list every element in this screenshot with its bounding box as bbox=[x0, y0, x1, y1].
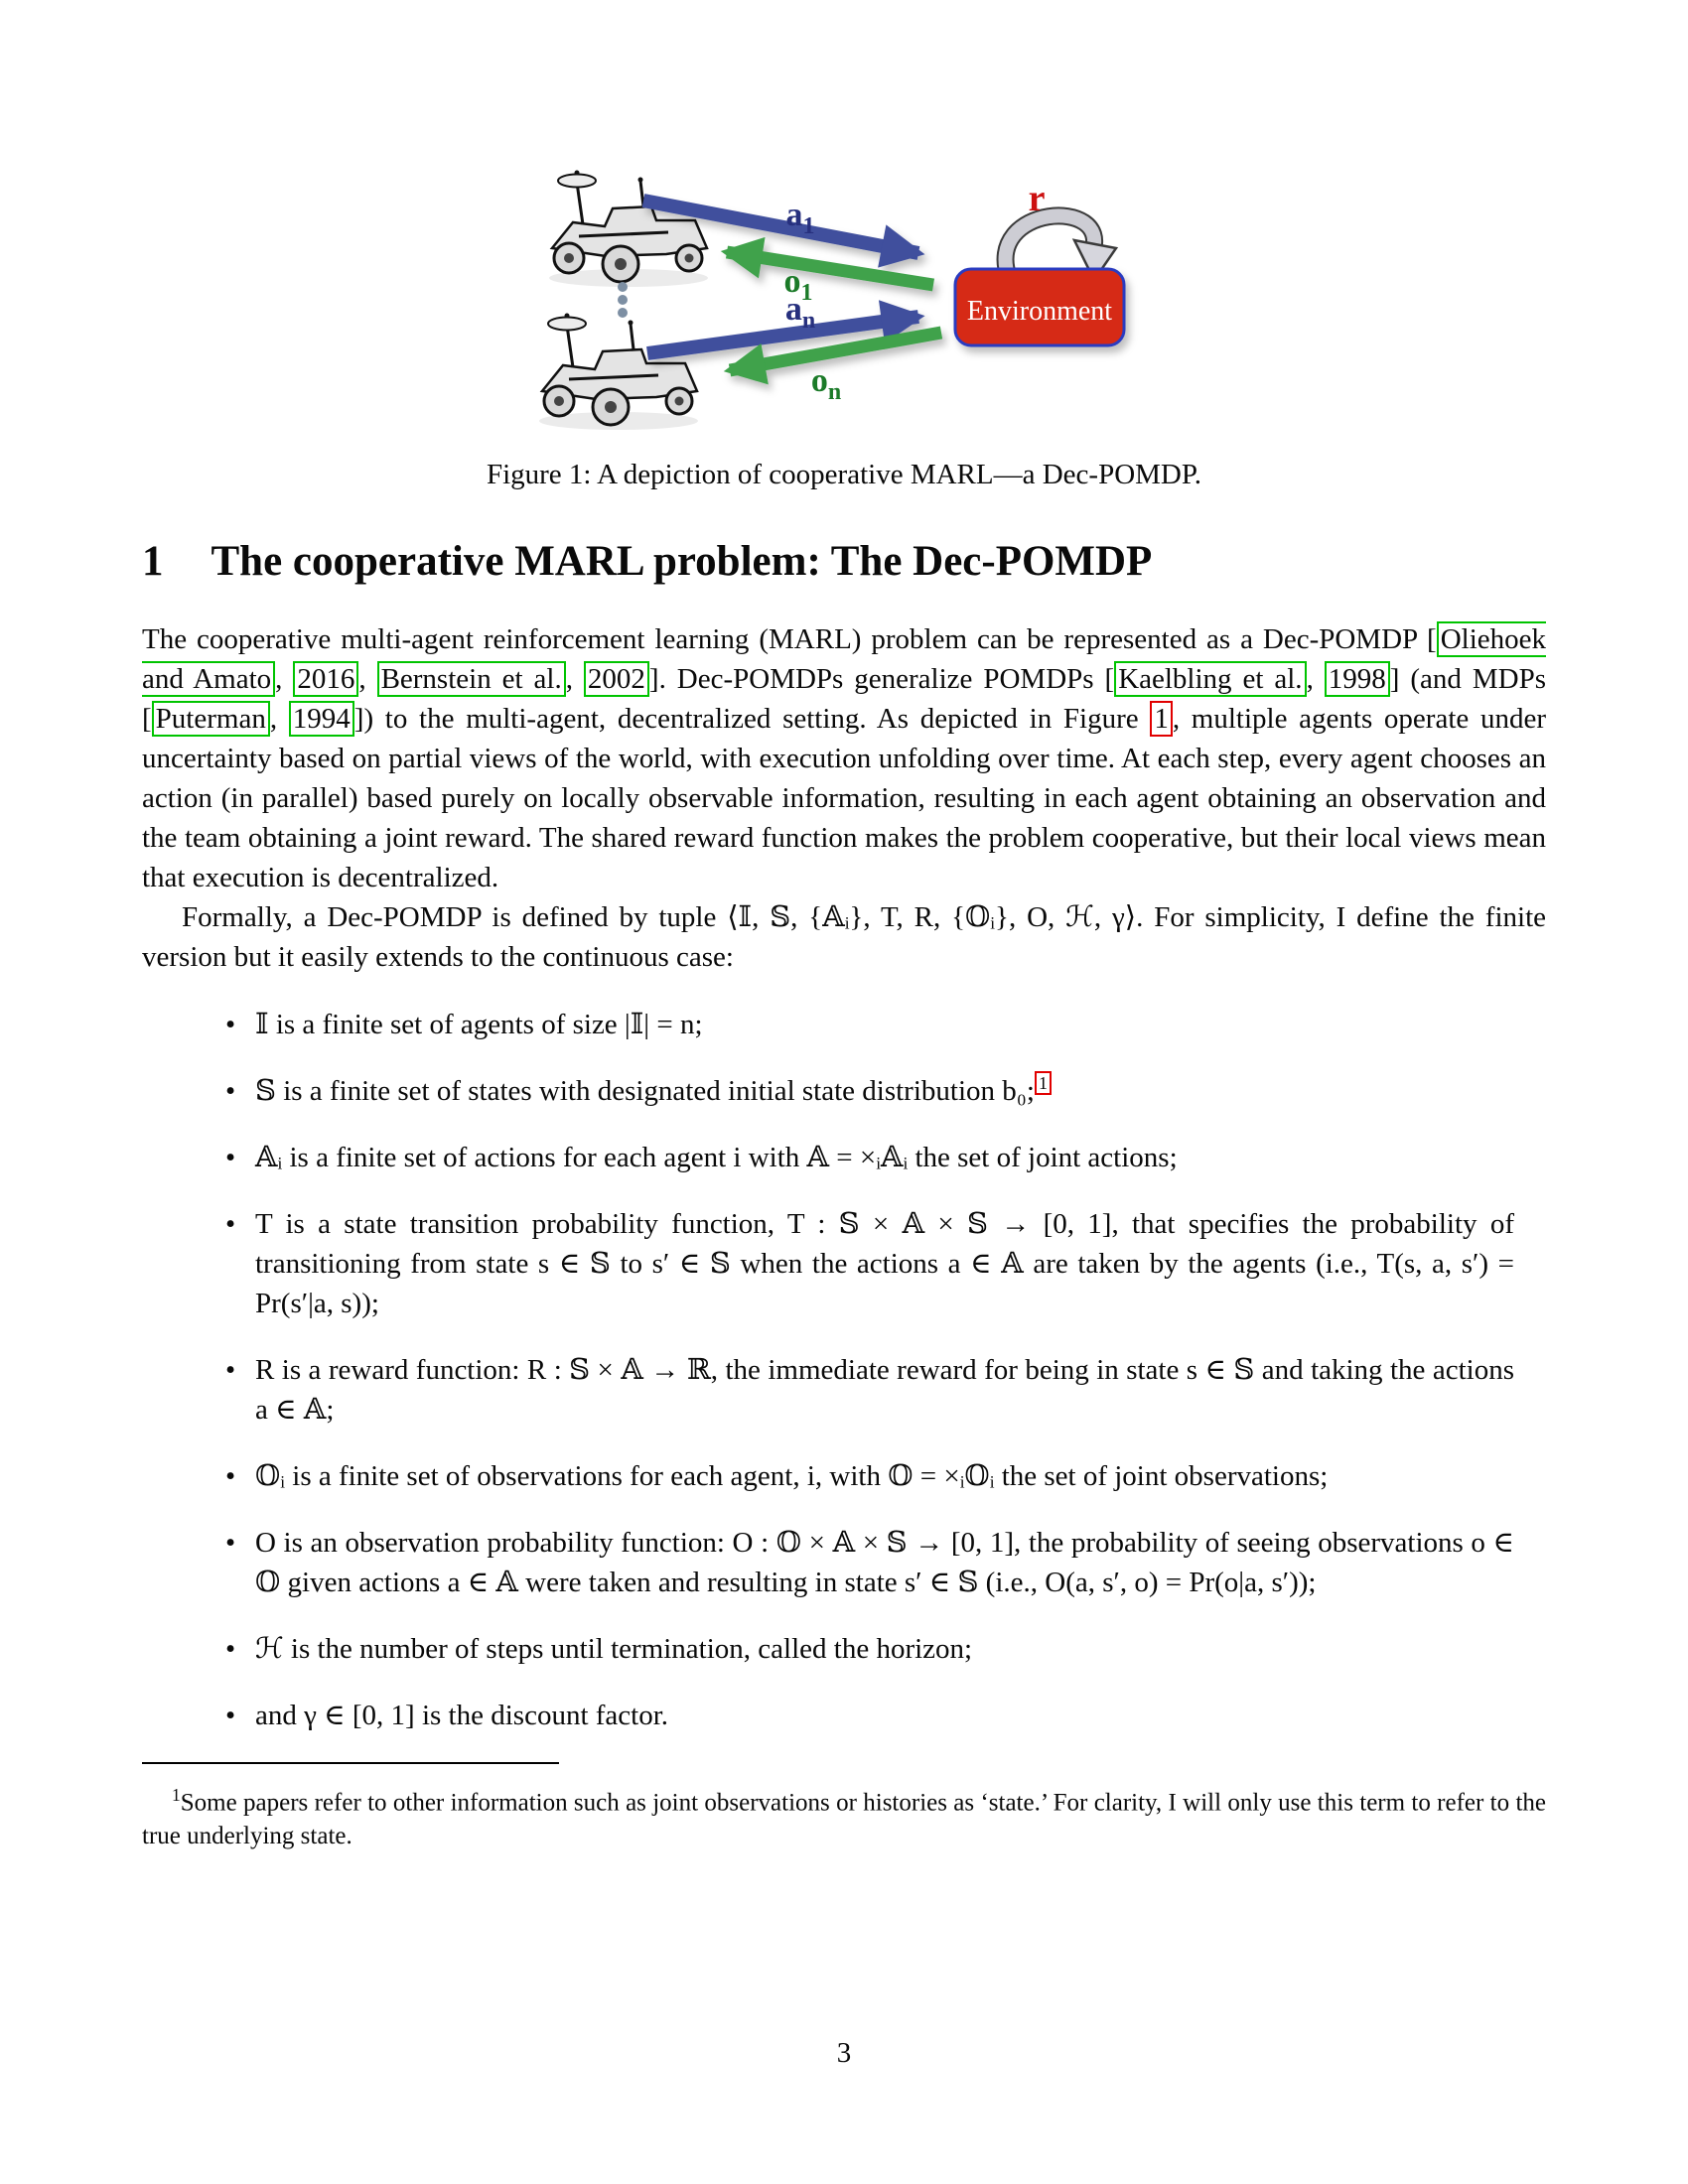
paragraph-text: ]) to the multi-agent, decentralized setting. As depicted in Figure bbox=[353, 703, 1151, 735]
list-item-text: O is an observation probability function: O : 𝕆 × 𝔸 × 𝕊 → [0, 1], the probability of seeing observations o ∈ 𝕆 given actions a ∈ 𝔸 were taken and resulting in state s′ ∈ 𝕊 (i.e., O(a, s′, o) = Pr(o|a, s′)); bbox=[255, 1527, 1514, 1598]
paragraph-text: , bbox=[565, 663, 584, 695]
footnote bbox=[142, 1778, 1546, 1853]
list-item bbox=[223, 1350, 1514, 1430]
body-paragraph-2: Formally, a Dec-POMDP is defined by tuple ⟨𝕀, 𝕊, {𝔸ᵢ}, T, R, {𝕆ᵢ}, O, ℋ, γ⟩. For simplicity, I define the finite version but it easily extends to the continuous case: bbox=[142, 901, 1546, 973]
paragraph-text: , bbox=[269, 703, 289, 735]
environment-box bbox=[955, 269, 1124, 345]
footnote-reference-link[interactable]: 1 bbox=[1035, 1071, 1052, 1095]
section-heading bbox=[142, 537, 1546, 586]
action-label-an: $a_n$ bbox=[784, 291, 816, 334]
paragraph-text: ] (and MDPs [ bbox=[142, 663, 1546, 735]
list-item bbox=[223, 1629, 1514, 1669]
paragraph-text: , multiple agents operate under uncertainty based on partial views of the world, with execution unfolding over time. At each step, every agent chooses an action (in parallel) based purely on locally observable information, resulting in each agent obtaining an observation and the team obtaining a joint reward. The shared reward function makes the problem cooperative, but their local views mean that execution is decentralized. bbox=[142, 703, 1546, 893]
citation-link[interactable]: 1994 bbox=[289, 701, 354, 737]
paragraph-text: , bbox=[1306, 663, 1325, 695]
list-item-text: T is a state transition probability function, T : 𝕊 × 𝔸 × 𝕊 → [0, 1], that specifies the probability of transitioning from state s ∈ 𝕊 to s′ ∈ 𝕊 when the actions a ∈ 𝔸 are taken by the agents (i.e., T(s, a, s′) = Pr(s′|a, s)); bbox=[255, 1208, 1514, 1319]
list-item bbox=[223, 1204, 1514, 1323]
figure-reference-link[interactable]: 1 bbox=[1150, 701, 1173, 737]
list-item-text: 𝕊 is a finite set of states with designated initial state distribution b₀; bbox=[255, 1075, 1035, 1107]
list-item bbox=[223, 1696, 1514, 1735]
robot-agent-1-icon bbox=[549, 171, 708, 288]
observation-label-o1: $o_1$ bbox=[783, 263, 813, 306]
list-item-text: 𝕀 is a finite set of agents of size |𝕀| = n; bbox=[255, 1009, 703, 1040]
list-item-text: 𝔸ᵢ is a finite set of actions for each agent i with 𝔸 = ×ᵢ𝔸ᵢ the set of joint actions; bbox=[255, 1142, 1178, 1173]
section-title: The cooperative MARL problem: The Dec-POMDP bbox=[211, 538, 1153, 585]
citation-link[interactable]: 2002 bbox=[584, 661, 649, 697]
ellipsis-dots-icon bbox=[618, 282, 628, 318]
paragraph-text: , bbox=[358, 663, 377, 695]
environment-label: Environment bbox=[966, 296, 1113, 327]
page-number: 3 bbox=[836, 2037, 852, 2069]
paragraph-text: , bbox=[275, 663, 294, 695]
footnote-rule bbox=[142, 1762, 559, 1764]
figure-1 bbox=[417, 0, 1231, 433]
action-label-a1: $a_1$ bbox=[785, 197, 815, 239]
list-item-text: and γ ∈ [0, 1] is the discount factor. bbox=[255, 1700, 669, 1731]
list-item bbox=[223, 1005, 1514, 1044]
paragraph-text: ]. Dec-POMDPs generalize POMDPs [ bbox=[648, 663, 1115, 695]
citation-link[interactable]: Kaelbling et al. bbox=[1114, 661, 1306, 697]
list-item bbox=[223, 1523, 1514, 1602]
list-item bbox=[223, 1071, 1514, 1111]
list-item-text: 𝕆ᵢ is a finite set of observations for each agent, i, with 𝕆 = ×ᵢ𝕆ᵢ the set of joint observations; bbox=[255, 1460, 1329, 1492]
citation-link[interactable]: 2016 bbox=[293, 661, 358, 697]
citation-link[interactable]: Bernstein et al. bbox=[377, 661, 566, 697]
body-paragraph-1 bbox=[142, 619, 1546, 897]
list-item bbox=[223, 1138, 1514, 1177]
reward-label-r: r bbox=[1028, 178, 1046, 219]
citation-link[interactable]: Oliehoek and Amato bbox=[142, 623, 1546, 695]
robot-agent-n-icon bbox=[539, 314, 698, 431]
definition-list bbox=[223, 1005, 1546, 1735]
figure-1-diagram bbox=[417, 125, 1231, 433]
list-item bbox=[223, 1456, 1514, 1496]
observation-label-on: $o_n$ bbox=[810, 362, 842, 405]
paragraph-text: The cooperative multi-agent reinforcement learning (MARL) problem can be represented as a Dec-POMDP [ bbox=[142, 623, 1437, 655]
citation-link[interactable]: Puterman bbox=[152, 701, 270, 737]
citation-link[interactable]: 1998 bbox=[1325, 661, 1390, 697]
list-item-text: R is a reward function: R : 𝕊 × 𝔸 → ℝ, the immediate reward for being in state s ∈ 𝕊 and taking the actions a ∈ 𝔸; bbox=[255, 1354, 1514, 1426]
footnote-text: Some papers refer to other information such as joint observations or histories as ‘state.’ For clarity, I will only use this term to refer to the true underlying state. bbox=[142, 1789, 1546, 1850]
figure-caption: Figure 1: A depiction of cooperative MARL—a Dec-POMDP. bbox=[486, 459, 1202, 490]
footnote-marker: 1 bbox=[172, 1785, 181, 1805]
section-number: 1 bbox=[142, 538, 164, 585]
list-item-text: ℋ is the number of steps until termination, called the horizon; bbox=[255, 1633, 973, 1665]
